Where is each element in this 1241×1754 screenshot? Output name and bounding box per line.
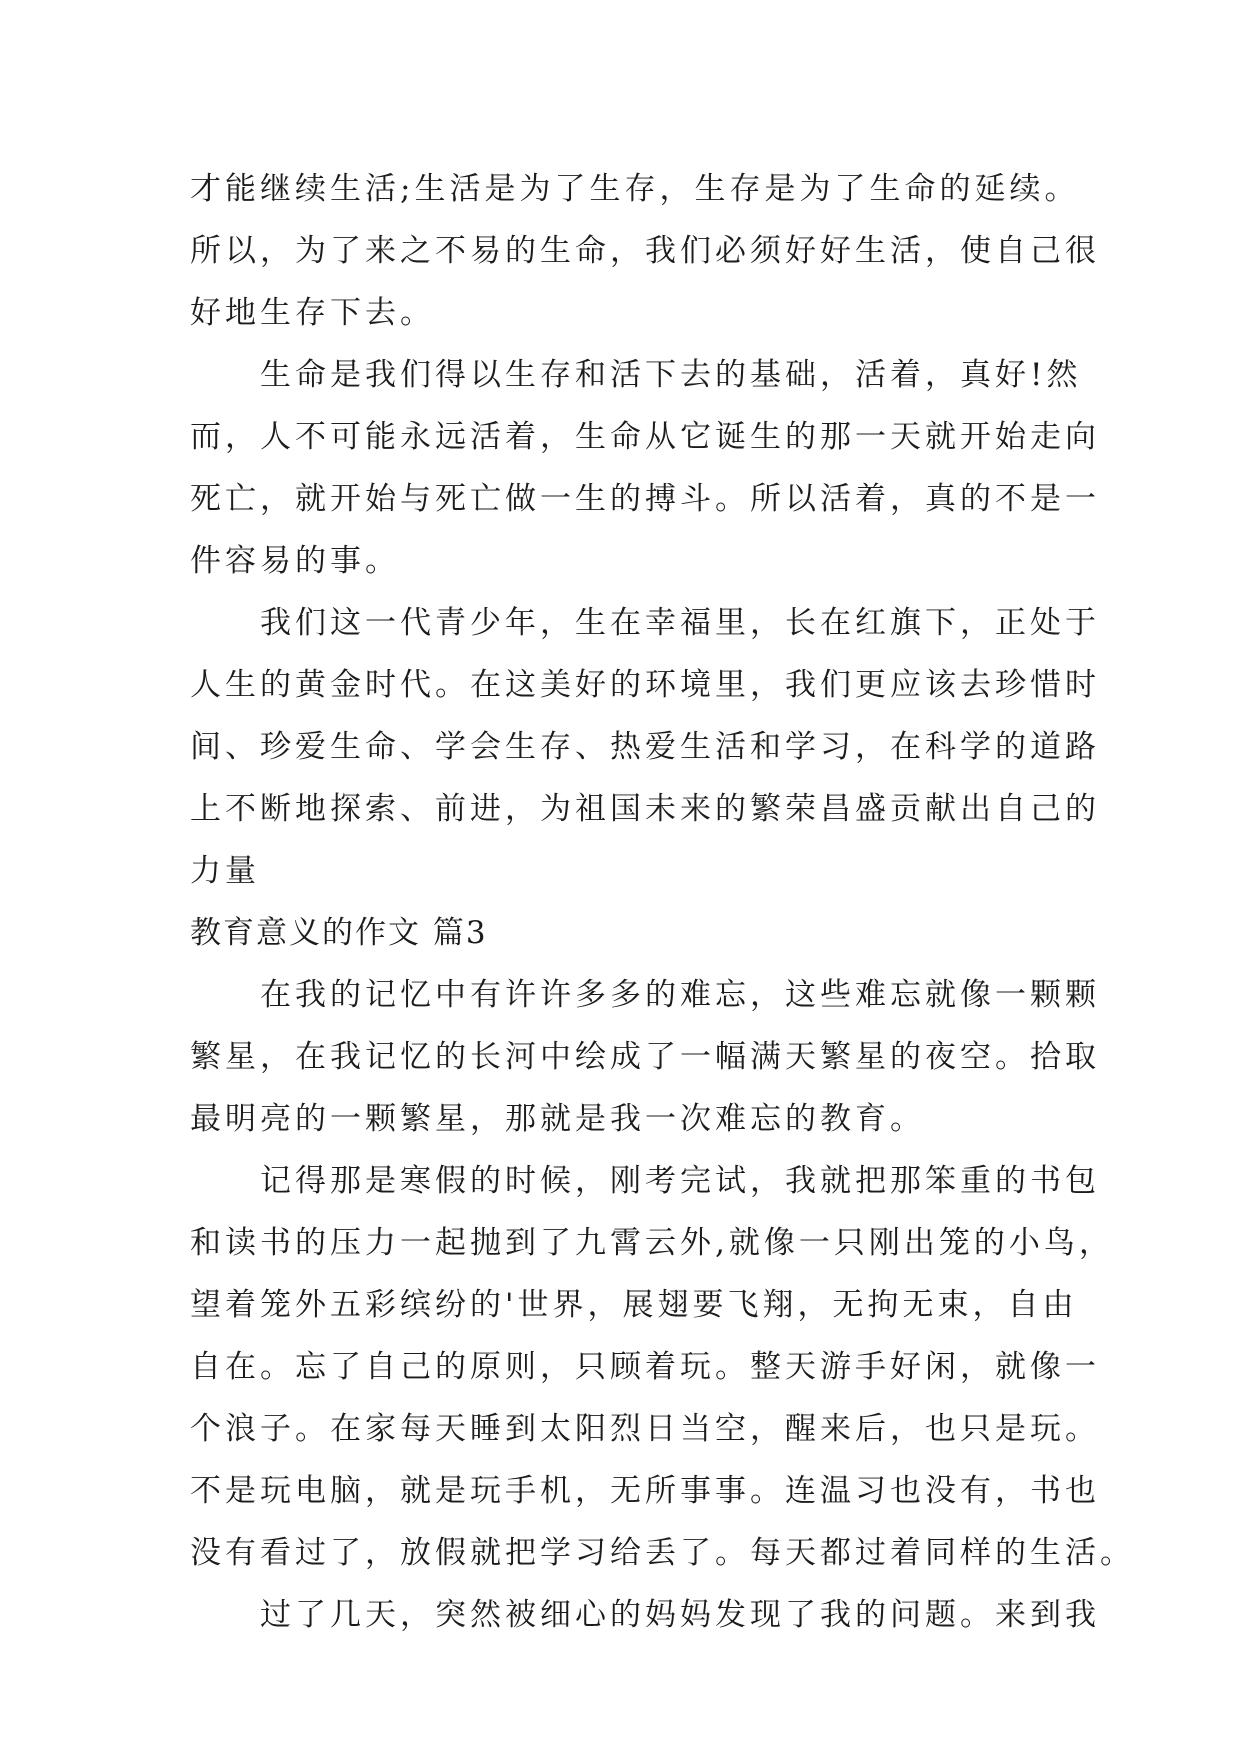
text-line: 间、珍爱生命、学会生存、热爱生活和学习，在科学的道路 xyxy=(190,729,1100,765)
text-line: 才能继续生活;生活是为了生存，生存是为了生命的延续。 xyxy=(190,171,1080,207)
text-line: 人生的黄金时代。在这美好的环境里，我们更应该去珍惜时 xyxy=(190,667,1100,703)
text-line: 和读书的压力一起抛到了九霄云外,就像一只刚出笼的小鸟， xyxy=(190,1225,1114,1261)
text-line: 不是玩电脑，就是玩手机，无所事事。连温习也没有，书也 xyxy=(190,1473,1100,1509)
text-line: 自在。忘了自己的原则，只顾着玩。整天游手好闲，就像一 xyxy=(190,1349,1100,1385)
document-body xyxy=(190,158,1135,1646)
text-line: 死亡，就开始与死亡做一生的搏斗。所以活着，真的不是一 xyxy=(190,481,1100,517)
text-line: 上不断地探索、前进，为祖国未来的繁荣昌盛贡献出自己的 xyxy=(190,791,1100,827)
text-line: 望着笼外五彩缤纷的'世界，展翅要飞翔，无拘无束，自由 xyxy=(190,1287,1078,1323)
text-line: 件容易的事。 xyxy=(190,543,400,579)
text-line: 我们这一代青少年，生在幸福里，长在红旗下，正处于 xyxy=(260,605,1100,641)
text-line: 力量 xyxy=(190,853,260,889)
section-heading: 教育意义的作文 篇3 xyxy=(190,915,488,951)
text-line: 好地生存下去。 xyxy=(190,295,435,331)
text-line: 个浪子。在家每天睡到太阳烈日当空，醒来后，也只是玩。 xyxy=(190,1411,1100,1447)
text-line: 繁星，在我记忆的长河中绘成了一幅满天繁星的夜空。拾取 xyxy=(190,1039,1100,1075)
text-line: 在我的记忆中有许许多多的难忘，这些难忘就像一颗颗 xyxy=(260,977,1100,1013)
text-line: 记得那是寒假的时候，刚考完试，我就把那笨重的书包 xyxy=(260,1163,1100,1199)
text-line: 最明亮的一颗繁星，那就是我一次难忘的教育。 xyxy=(190,1101,925,1137)
text-line: 没有看过了，放假就把学习给丢了。每天都过着同样的生活。 xyxy=(190,1535,1135,1571)
text-line: 所以，为了来之不易的生命，我们必须好好生活，使自己很 xyxy=(190,233,1100,269)
text-line: 而，人不可能永远活着，生命从它诞生的那一天就开始走向 xyxy=(190,419,1100,455)
text-line: 过了几天，突然被细心的妈妈发现了我的问题。来到我 xyxy=(260,1597,1100,1633)
text-line: 生命是我们得以生存和活下去的基础，活着，真好!然 xyxy=(260,357,1082,393)
